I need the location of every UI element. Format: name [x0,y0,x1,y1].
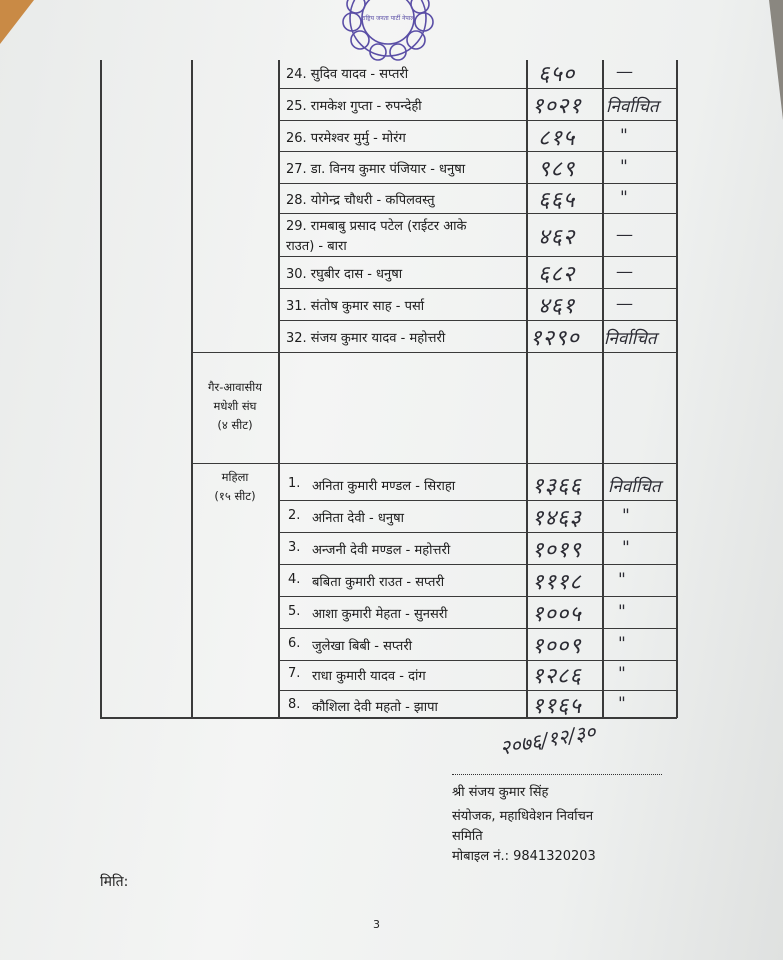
vote-count: १२९० [530,326,580,351]
page-shadow-right [769,0,783,120]
candidate-num: 3. [288,540,301,555]
vote-count: ६८२ [538,262,576,287]
page-number: 3 [373,918,380,931]
candidate-name-line-2: राउत) - बारा [286,239,347,254]
candidate-num: 1. [288,476,301,491]
category-women: महिला (१५ सीट) [214,470,256,503]
candidate-name: अनिता कुमारी मण्डल - सिराहा [312,479,456,494]
candidate-name: 31. संतोष कुमार साह - पर्सा [286,299,425,314]
table-surface-corner [0,0,34,44]
remark: निर्वाचित [604,329,657,349]
remark: — [616,225,633,245]
vote-count: ४६२ [538,225,576,250]
remark: " [618,634,626,654]
candidate-num: 2. [288,508,301,523]
signatory-phone: मोबाइल नं.: 9841320203 [452,849,596,864]
vote-count: ९८९ [538,157,576,182]
candidate-name: जुलेखा बिबी - सप्तरी [312,639,413,654]
candidate-name: कौशिला देवी महतो - झापा [312,700,438,715]
candidate-num: 4. [288,572,301,587]
vote-count: ६५० [538,62,576,87]
candidate-num: 8. [288,697,301,712]
candidate-name: 27. डा. विनय कुमार पंजियार - धनुषा [286,162,466,177]
vote-count: १२८६ [532,664,582,689]
signatory-name: श्री संजय कुमार सिंह [452,785,549,800]
remark: — [616,294,633,314]
remark: " [618,664,626,684]
candidate-num: 6. [288,636,301,651]
category-nonresident: गैर-आवासीय मधेशी संघ (४ सीट) [208,380,262,432]
remark: " [622,506,630,526]
candidate-name: 32. संजय कुमार यादव - महोत्तरी [286,331,446,346]
candidate-name: 25. रामकेश गुप्ता - रुपन्देही [286,99,422,114]
candidate-name: 30. रघुबीर दास - धनुषा [286,267,403,282]
vote-count: १३६६ [532,474,582,499]
remark: — [616,262,633,282]
signatory-role-line-2: समिति [452,829,483,844]
table-name-divider [278,60,280,718]
candidate-name: अन्जनी देवी मण्डल - महोत्तरी [312,543,451,558]
candidate-num: 5. [288,604,301,619]
signature-line [452,774,662,775]
candidate-num: 7. [288,666,301,681]
candidate-name: 26. परमेश्वर मुर्मु - मोरंग [286,131,406,146]
candidate-name: 28. योगेन्द्र चौधरी - कपिलवस्तु [286,193,435,208]
remark: " [620,126,628,146]
vote-count: १०१९ [532,538,582,563]
remark: " [618,570,626,590]
vote-count: १०२१ [532,94,582,119]
remark: " [622,538,630,558]
date-label: मिति: [100,874,129,890]
remark: " [618,694,626,714]
candidate-name: बबिता कुमारी राउत - सप्तरी [312,575,445,590]
table-left-border [100,60,102,718]
vote-count: ८१५ [538,126,576,151]
handwritten-signature-date: २०७६/१२/३० [498,719,598,760]
vote-count: १४६३ [532,506,582,531]
table-votes-divider [526,60,528,718]
vote-count: १००९ [532,634,582,659]
remark: " [618,602,626,622]
vote-count: १००५ [532,602,582,627]
vote-count: ११६५ [532,694,582,719]
candidate-name: अनिता देवी - धनुषा [312,511,404,526]
vote-count: १११८ [532,570,582,595]
candidate-name: 24. सुदिव यादव - सप्तरी [286,67,409,82]
candidate-name: राधा कुमारी यादव - दांग [312,669,426,684]
party-seal-icon [338,0,438,62]
vote-count: ६६५ [538,188,576,213]
table-right-border [676,60,678,718]
candidate-name-line-1: 29. रामबाबु प्रसाद पटेल (राईटर आके [286,219,467,234]
table-remark-divider [602,60,604,718]
remark: " [620,157,628,177]
candidate-name: आशा कुमारी मेहता - सुनसरी [312,607,448,622]
signatory-role: संयोजक, महाधिवेशन निर्वाचन [452,809,594,824]
remark: निर्वाचित [608,477,661,497]
vote-count: ४६१ [538,294,576,319]
seal-text: राष्ट्रिय जनता पार्टी नेपाल [361,15,415,22]
remark: निर्वाचित [606,97,659,117]
remark: — [616,62,633,82]
remark: " [620,188,628,208]
